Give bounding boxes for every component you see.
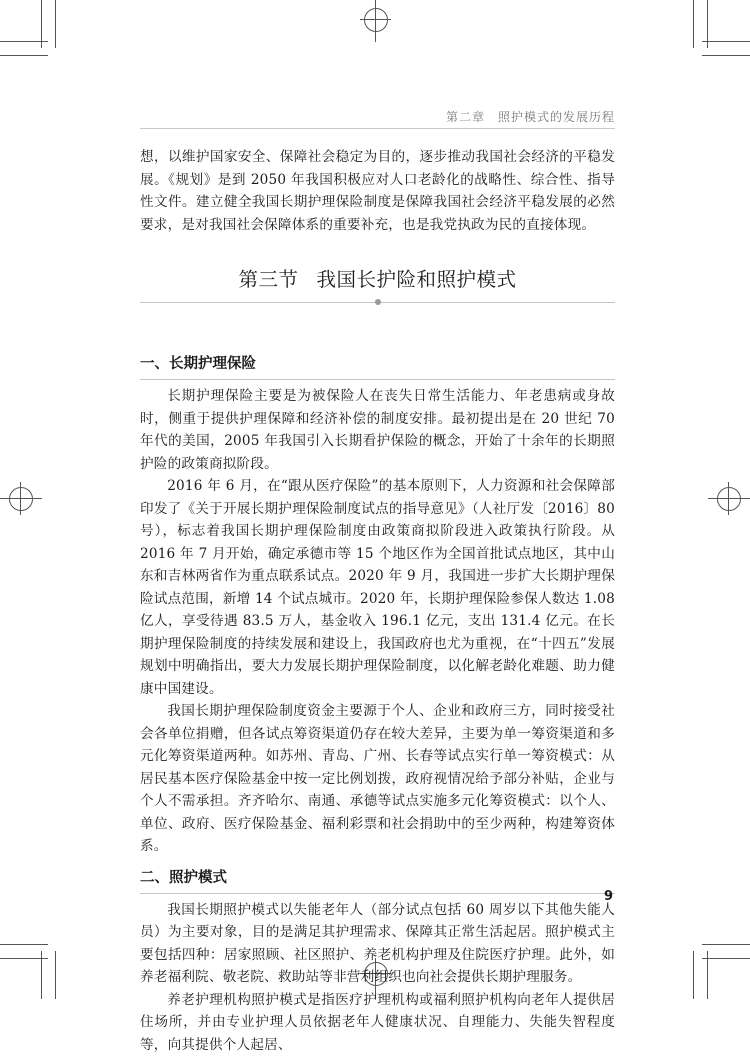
paragraph: 养老护理机构照护模式是指医疗护理机构或福利照护机构向老年人提供居住场所，并由专业护理人员依据老年人健康状况、自理能力、失能失智程度等，向其提供个人起居、: [140, 989, 615, 1056]
page-number: 9: [604, 889, 613, 904]
section-number: 第三节: [238, 268, 298, 291]
section-title: [140, 267, 615, 293]
registration-mark: [728, 482, 729, 515]
subsection-heading: 一、长期护理保险: [140, 349, 615, 379]
crop-mark: [702, 944, 750, 945]
crop-mark: [0, 41, 48, 42]
intro-paragraph: 想，以维护国家安全、保障社会稳定为目的，逐步推动我国社会经济的平稳发展。《规划》是到 2050 年我国积极应对人口老龄化的战略性、综合性、指导性文件。建立健全我国长期护理保险制度是保障我国社会经济平稳发展的必然要求，是对我国社会保障体系的重要补充，也是我党执政为民的直接体现。: [140, 146, 615, 236]
crop-mark: [702, 41, 750, 42]
heading-rule: [140, 379, 615, 380]
crop-mark: [693, 951, 694, 999]
heading-rule: [140, 893, 615, 894]
registration-mark: [375, 0, 376, 42]
registration-mark: [360, 19, 391, 20]
registration-mark: [364, 8, 388, 32]
paragraph: 我国长期护理保险制度资金主要源于个人、企业和政府三方，同时接受社会各单位捐赠，但各试点筹资渠道仍存在较大差异，主要为单一筹资渠道和多元化筹资渠道两种。如苏州、青岛、广州、长春等试点实行单一筹资模式：从居民基本医疗保险基金中按一定比例划拨，政府视情况给予部分补贴，企业与个人不需承担。齐齐哈尔、南通、承德等试点实施多元化筹资模式：以个人、单位、政府、医疗保险基金、福利彩票和社会捐助中的至少两种，构建筹资体系。: [140, 700, 615, 858]
registration-mark: [20, 482, 21, 515]
crop-mark: [0, 958, 48, 959]
paragraph: 我国长期照护模式以失能老年人（部分试点包括 60 周岁以下其他失能人员）为主要对象，目的是满足其护理需求、保障其正常生活起居。照护模式主要包括四种：居家照顾、社区照护、养老机构护理及住院医疗护理。此外，如养老福利院、敬老院、救助站等非营利组织也向社会提供长期护理服务。: [140, 899, 615, 989]
crop-mark: [702, 55, 750, 56]
running-head: 第二章 照护模式的发展历程: [140, 108, 615, 125]
subsection-heading: 二、照护模式: [140, 863, 615, 893]
section-divider: [140, 297, 615, 309]
divider-dot: [375, 299, 381, 305]
paragraph: 2016 年 6 月，在“跟从医疗保险”的基本原则下，人力资源和社会保障部印发了《关于开展长期护理保险制度试点的指导意见》（人社厅发〔2016〕80 号），标志着我国长期护理保险制度由政策商拟阶段进入政策执行阶段。从 2016 年 7 月开始，确定承德市等 15 个地区作为全国首批试点地区，其中山东和吉林两省作为重点联系试点。2020 年 9 月，我国进一步扩大长期护理保险试点范围，新增 14 个试点城市。2020 年，长期护理保险参保人数达 1.08 亿人，享受待遇 83.5 万人，基金收入 196.1 亿元，支出 131.4 亿元。在长期护理保险制度的持续发展和建设上，我国政府也尤为重视，在“十四五”发展规划中明确指出，要大力发展长期护理保险制度，以化解老龄化难题、助力健康中国建设。: [140, 475, 615, 700]
crop-mark: [702, 958, 750, 959]
section-title-text: 我国长护险和照护模式: [317, 268, 517, 291]
crop-mark: [707, 0, 708, 48]
crop-mark: [0, 55, 48, 56]
crop-mark: [55, 951, 56, 999]
page-body: [140, 146, 615, 1056]
paragraph: 长期护理保险主要是为被保险人在丧失日常生活能力、年老患病或身故时，侧重于提供护理保障和经济补偿的制度安排。最初提出是在 20 世纪 70 年代的美国，2005 年我国引入长期看护保险的概念，开始了十余年的长期照护险的政策商拟阶段。: [140, 385, 615, 475]
crop-mark: [693, 0, 694, 48]
crop-mark: [55, 0, 56, 48]
header-rule: [140, 128, 615, 129]
registration-mark: [708, 498, 750, 499]
registration-mark: [9, 487, 33, 511]
crop-mark: [0, 944, 48, 945]
registration-mark: [717, 487, 741, 511]
registration-mark: [0, 498, 42, 499]
